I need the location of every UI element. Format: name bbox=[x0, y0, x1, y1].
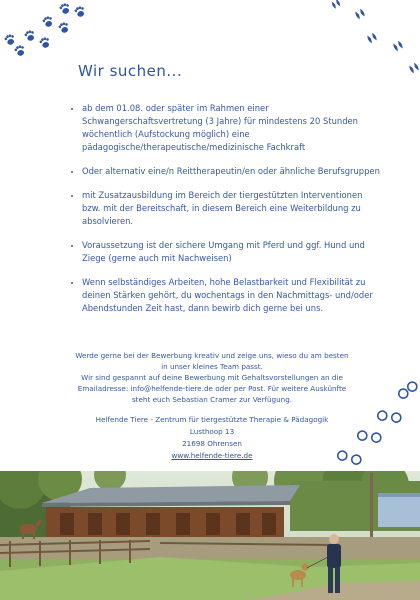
paw-prints-icon bbox=[0, 0, 100, 60]
list-item: • Wenn selbständiges Arbeiten, hohe Belastbarkeit und Flexibilität zu deinen Stärken gehört, du wochentags in den Nachmittags- und/oder Abendstunden Zeit hast, dann bewirb dich gerne bei uns. bbox=[82, 276, 382, 315]
stable-photo bbox=[0, 471, 420, 600]
organization-name: Helfende Tiere - Zentrum für tiergestützte Therapie & Pädagogik bbox=[95, 415, 329, 424]
street-address: Lusthoop 13 bbox=[189, 427, 235, 436]
contact-block bbox=[72, 414, 352, 462]
website-link[interactable]: www.helfende-tiere.de bbox=[171, 451, 253, 460]
page-title: Wir suchen... bbox=[78, 62, 183, 80]
application-info bbox=[72, 350, 352, 405]
hoof-prints-icon bbox=[320, 0, 420, 80]
requirements-list bbox=[66, 102, 382, 326]
list-item: • Voraussetzung ist der sichere Umgang mit Pferd und ggf. Hund und Ziege (gerne auch mit Nachweisen) bbox=[82, 239, 382, 265]
list-item: • ab dem 01.08. oder später im Rahmen einer Schwangerschaftsvertretung (3 Jahre) für mindestens 20 Stunden wöchentlich (Aufstockung möglich) eine pädagogische/therapeutische/medizinische Fachkraft bbox=[82, 102, 382, 154]
stable-photo-illustration bbox=[0, 471, 420, 600]
list-item: • mit Zusatzausbildung im Bereich der tiergestützten Interventionen bzw. mit der Bereitschaft, in diesem Bereich eine Weiterbildung zu absolvieren. bbox=[82, 189, 382, 228]
closing-text-2: Wir sind gespannt auf deine Bewerbung mit Gehaltsvorstellungen an die Emailadresse: info@helfende-tiere.de oder per Post. Für weitere Auskünfte steht euch Sebastian Cramer zur Verfügung. bbox=[77, 373, 347, 404]
closing-text-1: Werde gerne bei der Bewerbung kreativ und zeige uns, wieso du am besten in unser kleines Team passt. bbox=[75, 351, 349, 371]
city-address: 21698 Ohrensen bbox=[182, 439, 242, 448]
list-item: • Oder alternativ eine/n Reittherapeutin/en oder ähnliche Berufsgruppen bbox=[82, 165, 382, 178]
